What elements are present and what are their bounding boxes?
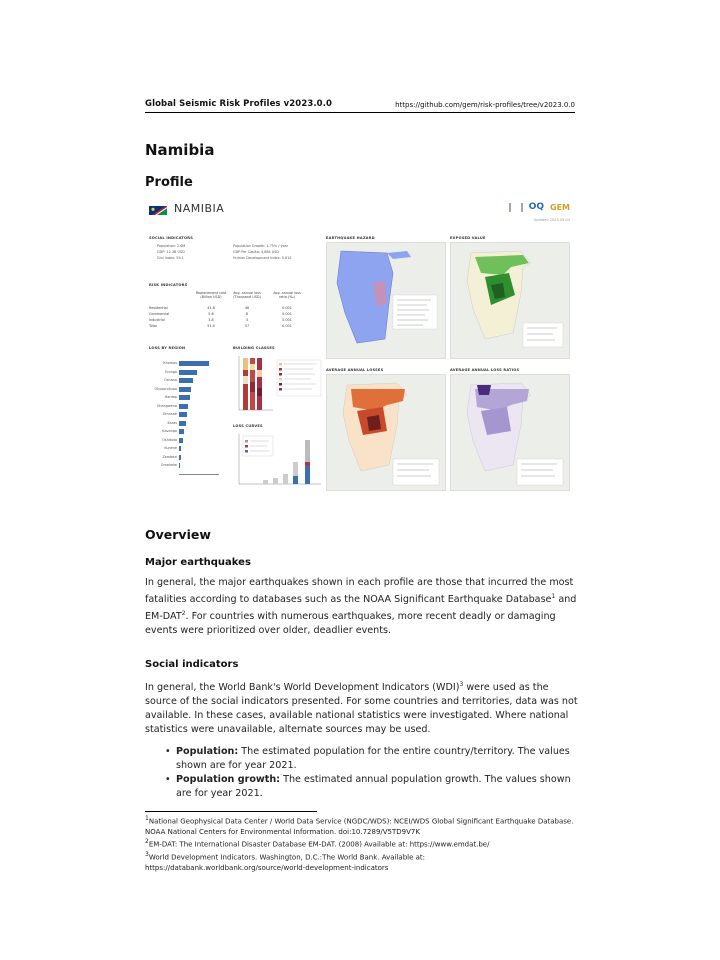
risk-table-cell: 3.8: [208, 318, 214, 322]
footnote-ref-3[interactable]: 3: [459, 681, 464, 688]
region-bar: [179, 438, 183, 443]
region-bar-label: Karas: [167, 420, 177, 425]
social-text-1: In general, the World Bank's World Development Indicators (WDI): [145, 682, 460, 694]
indicator-list: [165, 745, 580, 801]
social-indicator-row: GDP Per Capita: 4,864 USD: [233, 250, 280, 254]
exposed-value-label: EXPOSED VALUE: [450, 236, 486, 240]
loss-by-region-label: LOSS BY REGION: [149, 346, 186, 350]
social-text-2: were used as the source of the social indicators presented. For some countries and territories, data was not available. In these cases, available national statistics were investigated. Where national statistics were unavailable, alternate sources may be used.: [145, 682, 578, 736]
profile-heading: Profile: [145, 175, 193, 190]
risk-table-cell: 3: [245, 318, 249, 322]
footnote-1: [145, 814, 580, 837]
region-bar-label: Oshikoto: [162, 437, 177, 442]
earthquake-hazard-map: [326, 242, 446, 359]
average-annual-loss-ratios-label: AVERAGE ANNUAL LOSS RATIOS: [450, 368, 520, 372]
social-indicator-row: Population: 2.6M: [157, 244, 186, 248]
page-title: Namibia: [145, 141, 215, 159]
average-annual-losses-map: [326, 374, 446, 491]
building-classes-chart: [233, 354, 323, 416]
gem-logo: GEM: [550, 202, 570, 212]
footnote-text[interactable]: EM-DAT: The International Disaster Database EM-DAT. (2008) Available at: https://www.emdat.be/: [148, 840, 490, 849]
building-classes-label: BUILDING CLASSES: [233, 346, 275, 350]
region-bar: [179, 395, 190, 400]
risk-table-header: Avg. annual loss (Thousand USD): [233, 291, 261, 299]
footnote-number: 1: [145, 815, 149, 822]
bullet-term: Population:: [176, 746, 239, 757]
risk-table-cell: Residential: [149, 306, 168, 310]
bullet-term: Population growth:: [176, 774, 281, 785]
risk-table-header: Replacement cost (Billion USD): [195, 291, 227, 299]
footnotes: [145, 814, 580, 873]
risk-table-header: Avg. annual loss ratio (‰): [273, 291, 301, 299]
social-indicator-row: Human Development Index: 0.615: [233, 256, 292, 260]
risk-table-cell: 0.001: [282, 306, 292, 310]
region-bar: [179, 446, 181, 451]
footnote-3: [145, 850, 580, 873]
list-item: [165, 745, 580, 773]
average-annual-loss-ratios-map: [450, 374, 570, 491]
risk-table-cell: Industrial: [149, 318, 165, 322]
region-bar: [179, 378, 193, 383]
header-rule: [145, 112, 575, 113]
figure-note: Updated 2023-03-04: [533, 218, 570, 222]
profile-figure: [145, 196, 576, 496]
risk-table-cell: 8: [245, 312, 249, 316]
region-bar-label: Ohangwena: [156, 403, 177, 408]
region-bar-label: Khomas: [163, 361, 177, 365]
risk-table-cell: Total: [149, 324, 157, 328]
major-eq-text-2: and EM-DAT: [145, 594, 577, 623]
social-indicators-heading: Social indicators: [145, 659, 239, 670]
region-bar: [179, 404, 188, 409]
region-bar: [179, 387, 191, 392]
logos: [509, 202, 570, 212]
risk-table-cell: 57: [244, 324, 250, 328]
risk-table-cell: 51.4: [207, 324, 215, 328]
running-header: [145, 99, 575, 109]
risk-table-cell: Commercial: [149, 312, 170, 316]
country-name: NAMIBIA: [174, 202, 225, 215]
region-bar: [179, 463, 180, 468]
risk-table-cell: 0.001: [282, 318, 292, 322]
major-eq-text-1: In general, the major earthquakes shown in each profile are those that incurred the most fatalities according to databases such as the NOAA Significant Earthquake Database: [145, 577, 574, 606]
bars-logo-icon: [509, 203, 523, 212]
footnote-ref-1[interactable]: 1: [551, 593, 556, 600]
namibia-flag-icon: [149, 203, 167, 215]
region-bar-label: Zambezi: [162, 454, 177, 459]
bullet-text: The estimated annual population growth. The values shown are for year 2021.: [176, 774, 571, 799]
header-title: Global Seismic Risk Profiles v2023.0.0: [145, 99, 333, 109]
region-bar: [179, 421, 186, 426]
region-axis: [179, 474, 219, 475]
region-bar-label: Kunene: [164, 446, 177, 450]
footnote-ref-2[interactable]: 2: [181, 610, 186, 618]
footnote-text[interactable]: World Development Indicators. Washington, D.C.:The World Bank. Available at: https://databank.worldbank.org/source/world-development-indicators: [145, 853, 426, 872]
risk-table-cell: 46: [244, 306, 250, 310]
footnote-number: 2: [145, 838, 149, 846]
earthquake-hazard-label: EARTHQUAKE HAZARD: [326, 236, 375, 240]
social-indicator-row: Population Growth: 1.75% / year: [233, 244, 289, 248]
region-bar: [179, 412, 187, 417]
risk-table-cell: 41.8: [207, 306, 215, 310]
region-bar: [179, 455, 181, 460]
average-annual-losses-label: AVERAGE ANNUAL LOSSES: [326, 368, 384, 372]
risk-table-cell: 0.001: [282, 312, 292, 316]
region-bar-label: Erongo: [165, 369, 177, 374]
footnote-rule: [145, 811, 317, 812]
social-indicators-label: SOCIAL INDICATORS: [149, 236, 194, 240]
region-bar-label: Omusati: [162, 412, 177, 416]
social-indicators-paragraph: [145, 678, 580, 737]
exposed-value-map: [450, 242, 570, 359]
region-bar-label: Kavango: [162, 429, 177, 433]
overview-heading: Overview: [145, 527, 211, 542]
footnote-number: 3: [145, 851, 149, 859]
footnote-2: [145, 837, 580, 850]
region-bar-label: Otjozondjupa: [154, 386, 177, 391]
region-bar: [179, 370, 197, 375]
loss-curves-label: LOSS CURVES: [233, 424, 263, 428]
major-earthquakes-heading: Major earthquakes: [145, 557, 251, 568]
region-bar-label: Hardap: [164, 395, 177, 399]
major-eq-text-3: . For countries with numerous earthquakes, more recent deadly or damaging events were prioritized over older, deadlier events.: [145, 611, 556, 637]
list-item: [165, 773, 580, 801]
footnote-text: National Geophysical Data Center / World Data Service (NGDC/WDS): NCEI/WDS Global Significant Earthquake Database. NOAA National Centers for Environmental Information. doi:10.7289/V5TD9V7K: [145, 817, 574, 836]
region-bar-label: Oshana: [164, 378, 177, 382]
header-url[interactable]: https://github.com/gem/risk-profiles/tree/v2023.0.0: [395, 101, 575, 109]
risk-table-cell: 5.8: [208, 312, 214, 316]
region-bar: [179, 361, 209, 366]
social-indicator-row: Gini Index: 59.1: [157, 256, 184, 260]
risk-indicators-label: RISK INDICATORS: [149, 283, 188, 287]
region-bar: [179, 429, 184, 434]
risk-table-cell: 0.001: [282, 324, 292, 328]
region-bar-label: Omaheke: [160, 463, 177, 467]
major-earthquakes-paragraph: [145, 576, 580, 638]
social-indicator-row: GDP: 12.3B USD: [157, 250, 185, 254]
loss-curves-chart: [233, 432, 323, 492]
openquake-logo: OQ: [528, 202, 544, 212]
bullet-text: The estimated population for the entire country/territory. The values shown are for year 2021.: [176, 746, 570, 771]
